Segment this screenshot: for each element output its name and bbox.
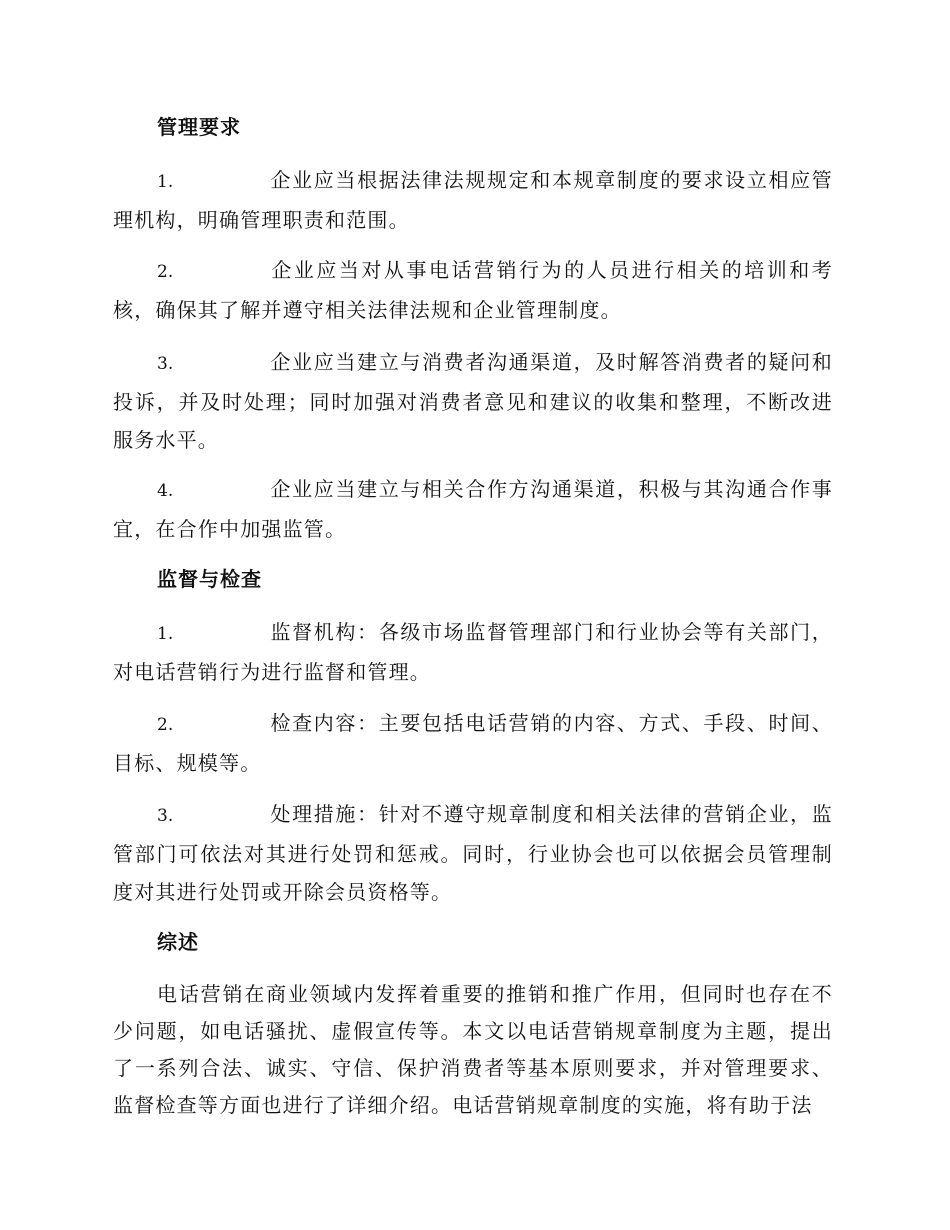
item-text: 企业应当根据法律法规规定和本规章制度的要求设立相应管理机构，明确管理职责和范围。 — [113, 168, 833, 232]
list-item: 4. 企业应当建立与相关合作方沟通渠道，积极与其沟通合作事宜，在合作中加强监管。 — [113, 477, 833, 541]
section-heading-summary: 综述 — [157, 930, 199, 954]
item-text: 企业应当建立与相关合作方沟通渠道，积极与其沟通合作事宜，在合作中加强监管。 — [113, 477, 833, 541]
summary-paragraph: 电话营销在商业领域内发挥着重要的推销和推广作用，但同时也存在不少问题，如电话骚扰、虚假宣传等。本文以电话营销规章制度为主题，提出了一系列合法、诚实、守信、保护消费者等基本原则要求，并对管理要求、监督检查等方面也进行了详细介绍。电话营销规章制度的实施，将有助于法 — [113, 982, 833, 1117]
list-item: 1. 监督机构：各级市场监督管理部门和行业协会等有关部门，对电话营销行为进行监督和管理。 — [113, 620, 833, 684]
item-text: 企业应当对从事电话营销行为的人员进行相关的培训和考核，确保其了解并遵守相关法律法规和企业管理制度。 — [113, 258, 833, 322]
section-heading-management: 管理要求 — [157, 115, 241, 139]
item-text: 检查内容：主要包括电话营销的内容、方式、手段、时间、目标、规模等。 — [113, 711, 833, 775]
list-item: 3. 处理措施：针对不遵守规章制度和相关法律的营销企业，监管部门可依法对其进行处罚和惩戒。同时，行业协会也可以依据会员管理制度对其进行处罚或开除会员资格等。 — [113, 802, 833, 904]
list-item: 3. 企业应当建立与消费者沟通渠道，及时解答消费者的疑问和投诉，并及时处理；同时加强对消费者意见和建议的收集和整理，不断改进服务水平。 — [113, 350, 833, 452]
list-item: 2. 企业应当对从事电话营销行为的人员进行相关的培训和考核，确保其了解并遵守相关法律法规和企业管理制度。 — [113, 258, 833, 322]
item-text: 处理措施：针对不遵守规章制度和相关法律的营销企业，监管部门可依法对其进行处罚和惩戒。同时，行业协会也可以依据会员管理制度对其进行处罚或开除会员资格等。 — [113, 802, 833, 904]
list-item: 1. 企业应当根据法律法规规定和本规章制度的要求设立相应管理机构，明确管理职责和范围。 — [113, 168, 833, 232]
item-text: 监督机构：各级市场监督管理部门和行业协会等有关部门，对电话营销行为进行监督和管理。 — [113, 620, 833, 684]
list-item: 2. 检查内容：主要包括电话营销的内容、方式、手段、时间、目标、规模等。 — [113, 711, 833, 775]
item-text: 企业应当建立与消费者沟通渠道，及时解答消费者的疑问和投诉，并及时处理；同时加强对消费者意见和建议的收集和整理，不断改进服务水平。 — [113, 350, 833, 452]
section-heading-supervision: 监督与检查 — [157, 567, 262, 591]
